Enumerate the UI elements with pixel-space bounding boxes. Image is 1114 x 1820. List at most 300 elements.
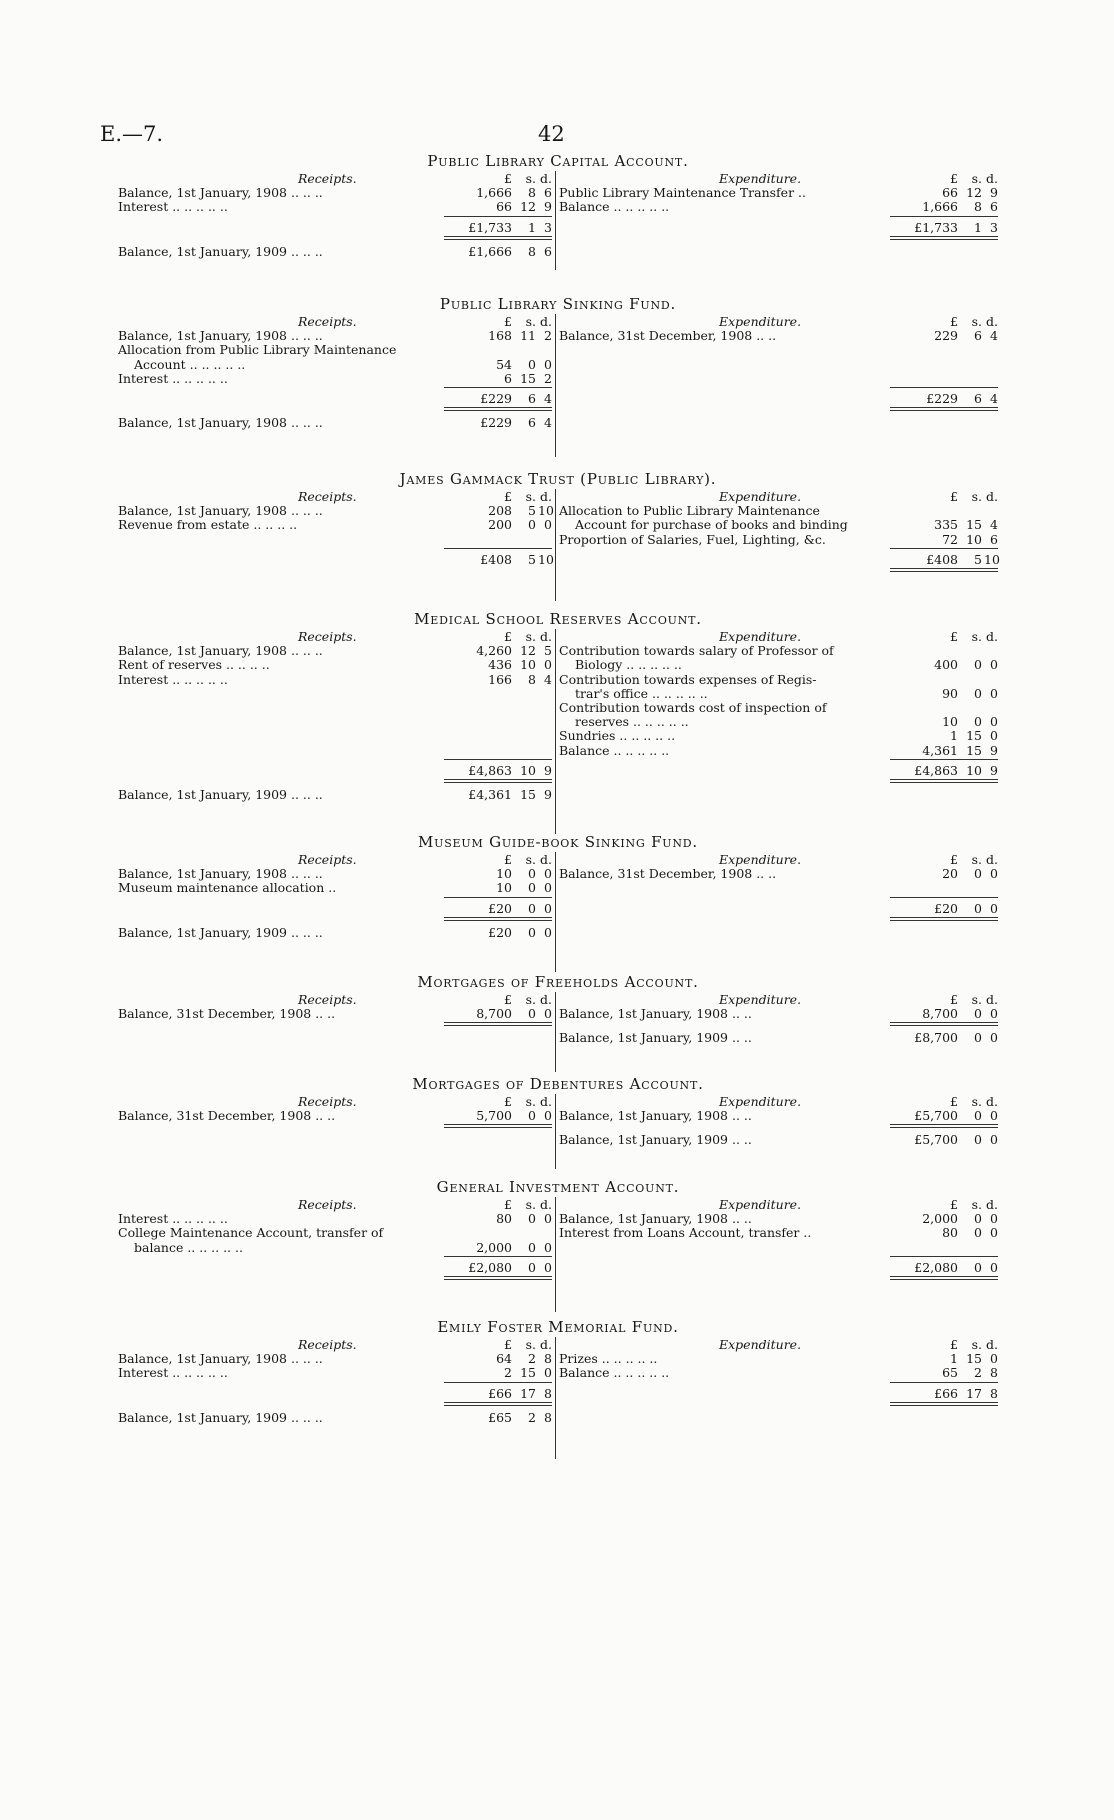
row-amount <box>890 1006 998 1022</box>
shillings: s. <box>971 992 982 1007</box>
ledger-row <box>559 1006 998 1022</box>
pence: 4 <box>990 328 998 344</box>
shillings: 1 <box>974 219 982 235</box>
row-label: Balance .. .. .. .. .. <box>559 742 670 758</box>
shillings: s. <box>525 629 536 644</box>
pence: 3 <box>990 219 998 235</box>
receipts-label: Receipts. <box>298 629 357 644</box>
account-section <box>118 295 998 458</box>
row-amount <box>890 1108 998 1124</box>
row-label: Balance, 1st January, 1908 .. .. .. <box>118 328 323 344</box>
shillings: 0 <box>528 517 536 533</box>
pence: 0 <box>544 517 552 533</box>
row-label: Balance, 1st January, 1908 .. .. <box>559 1211 752 1227</box>
shillings: 0 <box>974 1259 982 1275</box>
pounds: £4,863 <box>914 762 958 778</box>
row-amount <box>890 1132 998 1148</box>
double-rule <box>444 779 552 783</box>
pence: 0 <box>990 657 998 673</box>
shillings: 15 <box>966 742 982 758</box>
ledger-row <box>118 672 552 688</box>
row-label: Balance, 1st January, 1908 .. .. .. <box>118 415 323 431</box>
shillings: 2 <box>528 1351 536 1367</box>
row-amount <box>444 672 552 688</box>
ledger-row <box>118 199 552 215</box>
shillings: 2 <box>528 1409 536 1425</box>
pounds: £ <box>504 1337 512 1352</box>
single-rule <box>890 759 998 760</box>
ledger-row <box>559 866 998 882</box>
column-divider <box>555 171 556 270</box>
pence: 0 <box>990 1132 998 1148</box>
account-title: Public Library Capital Account. <box>427 152 689 170</box>
row-amount <box>444 763 552 779</box>
single-rule <box>444 548 552 549</box>
pounds: 65 <box>942 1365 958 1381</box>
account-section <box>118 610 998 835</box>
pounds: 10 <box>942 714 958 730</box>
pounds: 8,700 <box>922 1006 958 1022</box>
pence: 0 <box>990 900 998 916</box>
double-rule <box>890 1276 998 1280</box>
pounds: £20 <box>934 900 958 916</box>
pence: 6 <box>990 531 998 547</box>
shillings: 6 <box>528 415 536 431</box>
shillings: 0 <box>974 1211 982 1227</box>
row-amount <box>444 901 552 917</box>
page-number: 42 <box>538 122 565 146</box>
ledger-row <box>559 199 998 215</box>
shillings: 2 <box>974 1365 982 1381</box>
row-amount <box>890 1386 998 1402</box>
shillings: 0 <box>974 900 982 916</box>
row-amount <box>890 532 998 548</box>
receipts-label: Receipts. <box>298 1337 357 1352</box>
pence: 0 <box>544 1259 552 1275</box>
double-rule <box>444 917 552 921</box>
pence: 9 <box>544 787 552 802</box>
account-section <box>118 1075 998 1170</box>
pence: 0 <box>544 1365 552 1381</box>
pence: 10 <box>984 551 1000 567</box>
pounds: £8,700 <box>914 1030 958 1046</box>
double-rule <box>890 1402 998 1406</box>
shillings: 6 <box>974 391 982 406</box>
ledger-row <box>118 220 552 236</box>
ledger-row <box>118 1260 552 1276</box>
pounds: 2,000 <box>922 1211 958 1227</box>
pence: d. <box>986 1197 998 1212</box>
pence: 10 <box>538 503 554 519</box>
shillings: 0 <box>528 866 536 882</box>
shillings: 10 <box>966 531 982 547</box>
shillings: 12 <box>520 643 536 659</box>
row-amount <box>444 244 552 260</box>
row-amount <box>444 552 552 568</box>
ledger-row <box>559 1225 998 1241</box>
pence: 9 <box>990 762 998 778</box>
shillings: s. <box>525 992 536 1007</box>
receipts-label: Receipts. <box>298 1094 357 1109</box>
pounds: 80 <box>496 1211 512 1227</box>
row-label: Balance, 1st January, 1909 .. .. .. <box>118 1409 323 1425</box>
ledger-row <box>118 1386 552 1402</box>
row-label: Interest .. .. .. .. .. <box>118 1365 228 1381</box>
row-label: reserves .. .. .. .. .. <box>575 714 689 730</box>
pence: 3 <box>544 219 552 235</box>
pounds: 64 <box>496 1351 512 1367</box>
account-title: General Investment Account. <box>436 1178 680 1196</box>
pence: d. <box>986 171 998 186</box>
pounds: 436 <box>488 657 512 673</box>
shillings: 15 <box>966 728 982 744</box>
row-label: Interest .. .. .. .. .. <box>118 370 228 386</box>
row-amount <box>890 1225 998 1241</box>
row-label: Interest .. .. .. .. .. <box>118 1211 228 1227</box>
pence: 0 <box>544 880 552 896</box>
row-label: Balance, 1st January, 1908 .. .. .. <box>118 503 323 519</box>
receipts-label: Receipts. <box>298 852 357 867</box>
column-divider <box>555 852 556 972</box>
shillings: 10 <box>520 762 536 778</box>
shillings: 8 <box>528 671 536 687</box>
pounds: 10 <box>496 880 512 896</box>
shillings: s. <box>525 489 536 504</box>
row-label: trar's office .. .. .. .. .. <box>575 685 708 701</box>
double-rule <box>890 568 998 572</box>
shillings: s. <box>971 1094 982 1109</box>
row-label: Balance, 1st January, 1909 .. .. .. <box>118 243 323 259</box>
row-amount <box>444 1260 552 1276</box>
pence: 0 <box>990 866 998 882</box>
ledger-row <box>118 244 552 260</box>
single-rule <box>890 548 998 549</box>
receipts-label: Receipts. <box>298 1197 357 1212</box>
pence: 9 <box>990 185 998 201</box>
ledger-row <box>118 880 552 896</box>
row-amount <box>444 220 552 236</box>
ledger-row <box>559 1132 998 1148</box>
pounds: 2,000 <box>476 1239 512 1255</box>
pounds: £ <box>950 852 958 867</box>
row-label: Museum maintenance allocation .. <box>118 880 337 896</box>
expenditure-label: Expenditure. <box>719 171 802 186</box>
expenditure-label: Expenditure. <box>719 852 802 867</box>
pence: 4 <box>544 415 552 431</box>
shillings: 0 <box>528 924 536 940</box>
row-label: Contribution towards cost of inspection of <box>559 700 827 715</box>
row-label: Balance, 1st January, 1908 .. .. <box>559 1108 752 1124</box>
pounds: £ <box>504 852 512 867</box>
pounds: £408 <box>926 551 958 567</box>
pounds: £ <box>504 171 512 186</box>
ledger-row <box>118 925 552 941</box>
pounds: 20 <box>942 866 958 882</box>
pence: 8 <box>544 1351 552 1367</box>
ledger-row <box>118 517 552 533</box>
row-amount <box>890 328 998 344</box>
pence: 0 <box>990 1259 998 1275</box>
pounds: 72 <box>942 531 958 547</box>
shillings: 15 <box>520 1365 536 1381</box>
pence: 0 <box>990 728 998 744</box>
pounds: 90 <box>942 685 958 701</box>
shillings: 5 <box>528 551 536 567</box>
pence: 0 <box>544 1211 552 1227</box>
account-title: Mortgages of Debentures Account. <box>412 1075 704 1093</box>
row-label: Account .. .. .. .. .. <box>134 356 246 372</box>
pence: d. <box>986 489 998 504</box>
pence: 0 <box>544 866 552 882</box>
pounds: £ <box>504 314 512 329</box>
shillings: 0 <box>528 1006 536 1022</box>
account-title: Mortgages of Freeholds Account. <box>417 973 699 991</box>
single-rule <box>444 897 552 898</box>
row-amount <box>890 220 998 236</box>
row-amount <box>890 743 998 759</box>
shillings: 6 <box>528 391 536 406</box>
pounds: £ <box>504 992 512 1007</box>
row-amount <box>444 1365 552 1381</box>
pence: 0 <box>990 1225 998 1241</box>
pounds: £66 <box>934 1385 958 1401</box>
pence: d. <box>986 852 998 867</box>
shillings: 15 <box>966 517 982 533</box>
shillings: s. <box>525 1337 536 1352</box>
shillings: 0 <box>528 1108 536 1124</box>
shillings: s. <box>971 171 982 186</box>
pounds: 66 <box>496 199 512 215</box>
pence: d. <box>540 629 552 644</box>
pounds: 200 <box>488 517 512 533</box>
row-amount <box>444 1240 552 1256</box>
ledger-row <box>559 763 998 779</box>
row-amount <box>444 199 552 215</box>
account-title: James Gammack Trust (Public Library). <box>399 470 717 488</box>
pounds: £5,700 <box>914 1132 958 1148</box>
row-label: Sundries .. .. .. .. .. <box>559 728 676 744</box>
shillings: s. <box>971 314 982 329</box>
shillings: 10 <box>966 762 982 778</box>
ledger-row <box>559 552 998 568</box>
ledger-row <box>118 1410 552 1426</box>
ledger-row <box>559 391 998 407</box>
row-label: Proportion of Salaries, Fuel, Lighting, &c. <box>559 531 826 547</box>
ledger-row <box>118 787 552 803</box>
shillings: 15 <box>520 370 536 386</box>
ledger-row <box>118 1240 552 1256</box>
pounds: £20 <box>488 900 512 916</box>
ledger-row <box>559 1260 998 1276</box>
row-label: Balance, 1st January, 1909 .. .. <box>559 1030 752 1046</box>
single-rule <box>444 759 552 760</box>
pounds: £4,863 <box>468 762 512 778</box>
row-amount <box>890 901 998 917</box>
row-label: Balance, 31st December, 1908 .. .. <box>559 866 777 882</box>
double-rule <box>444 407 552 411</box>
ledger-row <box>559 1365 998 1381</box>
shillings: 0 <box>974 866 982 882</box>
pence: d. <box>540 1197 552 1212</box>
pounds: £65 <box>488 1409 512 1425</box>
pence: d. <box>540 992 552 1007</box>
row-amount <box>444 1386 552 1402</box>
pounds: 4,361 <box>922 742 958 758</box>
pence: 9 <box>544 199 552 215</box>
pence: 0 <box>990 714 998 730</box>
shillings: s. <box>525 314 536 329</box>
shillings: 0 <box>528 356 536 372</box>
single-rule <box>890 387 998 388</box>
pence: 0 <box>544 1239 552 1255</box>
single-rule <box>444 387 552 388</box>
column-divider <box>555 1197 556 1312</box>
pounds: 1 <box>950 1351 958 1367</box>
column-divider <box>555 1094 556 1169</box>
pence: 0 <box>544 924 552 940</box>
account-section <box>118 833 998 973</box>
row-amount <box>890 1260 998 1276</box>
pounds: 168 <box>488 328 512 344</box>
shillings: 0 <box>528 900 536 916</box>
pounds: £1,733 <box>468 219 512 235</box>
pence: 4 <box>544 671 552 687</box>
row-label: Allocation to Public Library Maintenance <box>559 503 820 519</box>
pence: d. <box>986 629 998 644</box>
pence: d. <box>540 489 552 504</box>
pence: 6 <box>544 243 552 259</box>
row-amount <box>890 391 998 407</box>
shillings: 0 <box>974 714 982 730</box>
row-label: Interest .. .. .. .. .. <box>118 199 228 215</box>
expenditure-label: Expenditure. <box>719 1094 802 1109</box>
pence: 8 <box>990 1365 998 1381</box>
row-amount <box>444 1108 552 1124</box>
pounds: £1,733 <box>914 219 958 235</box>
pounds: 208 <box>488 503 512 519</box>
row-label: balance .. .. .. .. .. <box>134 1239 243 1255</box>
pence: d. <box>540 1094 552 1109</box>
ledger-row <box>118 763 552 779</box>
shillings: 0 <box>974 1006 982 1022</box>
row-amount <box>444 880 552 896</box>
pounds: £ <box>950 1197 958 1212</box>
pence: 9 <box>544 762 552 778</box>
pounds: 54 <box>496 356 512 372</box>
shillings: s. <box>971 489 982 504</box>
pounds: £ <box>950 1337 958 1352</box>
row-label: Contribution towards expenses of Regis- <box>559 671 817 687</box>
expenditure-label: Expenditure. <box>719 992 802 1007</box>
pounds: £ <box>950 1094 958 1109</box>
pence: 0 <box>544 657 552 673</box>
shillings: s. <box>971 629 982 644</box>
account-section <box>118 470 998 602</box>
row-amount <box>444 1410 552 1426</box>
receipts-label: Receipts. <box>298 171 357 186</box>
pence: 0 <box>544 1108 552 1124</box>
pence: d. <box>986 314 998 329</box>
shillings: 15 <box>520 787 536 802</box>
pence: 2 <box>544 328 552 344</box>
row-label: Balance, 1st January, 1908 .. .. .. <box>118 1351 323 1367</box>
row-amount <box>444 925 552 941</box>
pence: d. <box>540 852 552 867</box>
ledger-row <box>559 743 998 759</box>
pounds: £ <box>504 489 512 504</box>
column-divider <box>555 489 556 601</box>
row-label: College Maintenance Account, transfer of <box>118 1225 384 1241</box>
row-amount <box>444 391 552 407</box>
pounds: £20 <box>488 924 512 940</box>
pounds: £1,666 <box>468 243 512 259</box>
single-rule <box>890 216 998 217</box>
pence: 0 <box>990 1030 998 1046</box>
shillings: 12 <box>966 185 982 201</box>
shillings: s. <box>971 1337 982 1352</box>
pounds: 400 <box>934 657 958 673</box>
ledger-row <box>118 1108 552 1124</box>
shillings: 0 <box>974 1030 982 1046</box>
account-section <box>118 152 998 271</box>
row-amount <box>444 371 552 387</box>
ledger-row <box>118 391 552 407</box>
pence: 6 <box>990 199 998 215</box>
account-title: Medical School Reserves Account. <box>414 610 702 628</box>
account-title: Museum Guide-book Sinking Fund. <box>417 833 698 851</box>
double-rule <box>890 1124 998 1128</box>
double-rule <box>444 1022 552 1026</box>
pounds: 66 <box>942 185 958 201</box>
shillings: 17 <box>520 1385 536 1401</box>
pounds: 80 <box>942 1225 958 1241</box>
shillings: s. <box>525 852 536 867</box>
pounds: 1 <box>950 728 958 744</box>
pounds: 1,666 <box>922 199 958 215</box>
pence: 0 <box>544 1006 552 1022</box>
row-label: Account for purchase of books and binding <box>575 517 848 533</box>
account-section <box>118 1178 998 1313</box>
single-rule <box>890 1382 998 1383</box>
shillings: 15 <box>966 1351 982 1367</box>
row-label: Balance .. .. .. .. .. <box>559 199 670 215</box>
shillings: 0 <box>974 1225 982 1241</box>
pounds: £ <box>504 1197 512 1212</box>
page-code: E.—7. <box>100 122 164 146</box>
shillings: 0 <box>974 685 982 701</box>
pounds: £ <box>950 629 958 644</box>
pounds: £2,080 <box>914 1259 958 1275</box>
pounds: £229 <box>480 415 512 431</box>
row-label: Balance, 1st January, 1909 .. .. .. <box>118 924 323 940</box>
row-label: Prizes .. .. .. .. .. <box>559 1351 658 1367</box>
double-rule <box>890 1022 998 1026</box>
column-divider <box>555 629 556 834</box>
row-label: Balance, 31st December, 1908 .. .. <box>118 1108 336 1124</box>
row-label: Interest from Loans Account, transfer .. <box>559 1225 812 1241</box>
shillings: s. <box>971 1197 982 1212</box>
pence: d. <box>986 1337 998 1352</box>
row-amount <box>444 517 552 533</box>
shillings: 0 <box>528 1239 536 1255</box>
double-rule <box>890 779 998 783</box>
row-label: Public Library Maintenance Transfer .. <box>559 185 806 201</box>
pounds: £5,700 <box>914 1108 958 1124</box>
double-rule <box>444 1124 552 1128</box>
shillings: 1 <box>528 219 536 235</box>
ledger-row <box>118 1006 552 1022</box>
double-rule <box>890 236 998 240</box>
